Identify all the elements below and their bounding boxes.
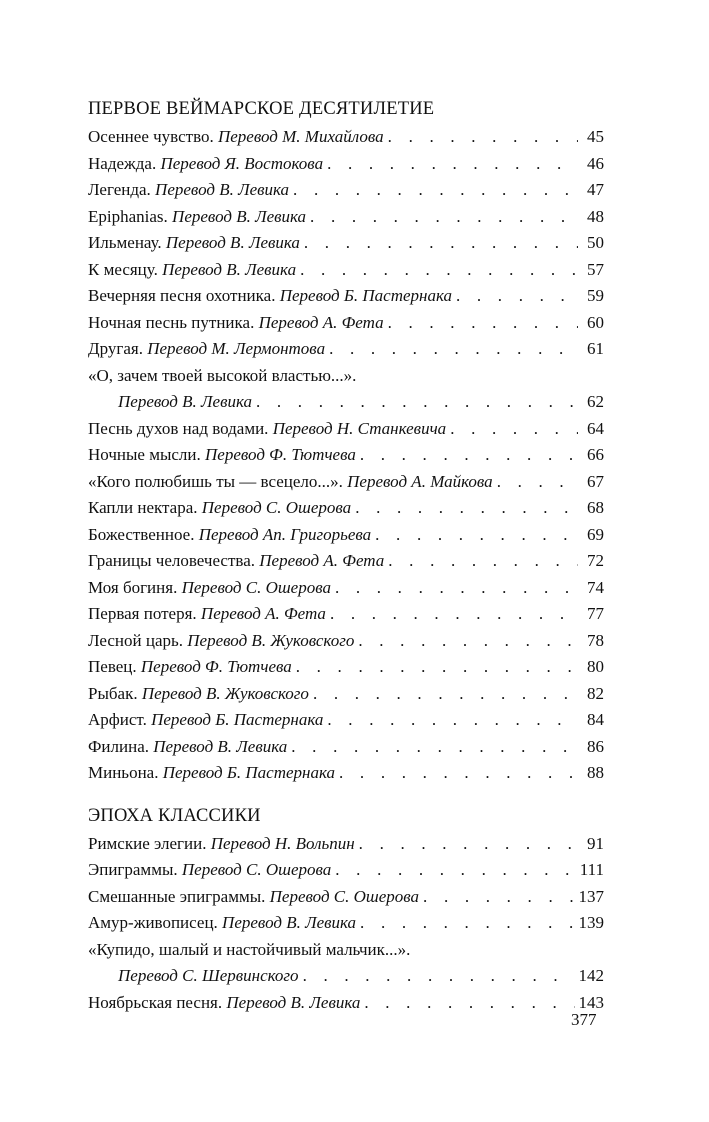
toc-entry: Песнь духов над водами. Перевод Н. Станкевича . . . 64 [88, 416, 604, 443]
page-number: 377 [571, 1010, 597, 1029]
toc-entry: Легенда. Перевод В. Левика . . . 47 [88, 177, 604, 204]
toc-entry: Ноябрьская песня. Перевод В. Левика . . . 143 [88, 990, 604, 1017]
toc-entry: Моя богиня. Перевод С. Ошерова . . . 74 [88, 575, 604, 602]
toc-entry: Эпиграммы. Перевод С. Ошерова . . . 111 [88, 857, 604, 884]
toc-entry: Смешанные эпиграммы. Перевод С. Ошерова . . . 137 [88, 884, 604, 911]
page-ref: 59 [587, 286, 604, 305]
page-ref: 91 [587, 833, 604, 853]
page-ref: 45 [587, 127, 604, 146]
toc-entry: Вечерняя песня охотника. Перевод Б. Пастернака . . . 59 [88, 283, 604, 310]
page-ref: 137 [578, 886, 604, 906]
toc-entry: Амур-живописец. Перевод В. Левика . . . 139 [88, 910, 604, 937]
page-ref: 88 [587, 763, 604, 782]
page-ref: 60 [587, 312, 604, 332]
page-ref: 72 [587, 551, 604, 570]
toc-entry: Божественное. Перевод Ап. Григорьева . . . 69 [88, 522, 604, 549]
page-ref: 67 [587, 471, 604, 491]
page-ref: 47 [587, 180, 604, 199]
page-ref: 69 [587, 524, 604, 544]
toc-entry: К месяцу. Перевод В. Левика . . . 57 [88, 257, 604, 284]
toc-entry: Арфист. Перевод Б. Пастернака . . . 84 [88, 707, 604, 734]
page-ref: 77 [587, 604, 604, 623]
page-ref: 111 [579, 860, 604, 879]
toc-entry: Другая. Перевод М. Лермонтова . . . 61 [88, 336, 604, 363]
page-ref: 48 [587, 206, 604, 226]
toc-entry: «О, зачем твоей высокой властью...». Перевод В. Левика . . . 62 [88, 363, 604, 416]
toc-entry: Лесной царь. Перевод В. Жуковского . . . 78 [88, 628, 604, 655]
toc-entry: Капли нектара. Перевод С. Ошерова . . . 68 [88, 495, 604, 522]
page-ref: 68 [587, 498, 604, 517]
page-ref: 62 [587, 392, 604, 411]
section-title: ЭПОХА КЛАССИКИ [88, 805, 261, 826]
toc-entry: Границы человечества. Перевод А. Фета . . . 72 [88, 548, 604, 575]
page-ref: 74 [587, 577, 604, 597]
toc-entry: Осеннее чувство. Перевод М. Михайлова . . . 45 [88, 124, 604, 151]
section-title: ПЕРВОЕ ВЕЙМАРСКОЕ ДЕСЯТИЛЕТИЕ [88, 99, 435, 119]
toc-entry: Римские элегии. Перевод Н. Вольпин . . . 91 [88, 831, 604, 858]
toc-entry: Рыбак. Перевод В. Жуковского . . . 82 [88, 681, 604, 708]
page-ref: 66 [587, 445, 604, 464]
page-ref: 57 [587, 259, 604, 279]
page-ref: 64 [587, 418, 604, 438]
page-ref: 78 [587, 630, 604, 650]
toc-entry: Ночная песнь путника. Перевод А. Фета . . . 60 [88, 310, 604, 337]
toc-entry: Надежда. Перевод Я. Востокова . . . 46 [88, 151, 604, 178]
toc-entry: Филина. Перевод В. Левика . . . 86 [88, 734, 604, 761]
page-ref: 50 [587, 233, 604, 252]
page-ref: 61 [587, 339, 604, 358]
page-ref: 82 [587, 683, 604, 703]
toc-entry: Миньона. Перевод Б. Пастернака . . . 88 [88, 760, 604, 787]
toc-entry: «Кого полюбишь ты — всецело...». Перевод А. Майкова . . . 67 [88, 469, 604, 496]
page-ref: 86 [587, 736, 604, 756]
toc-entry: «Купидо, шалый и настойчивый мальчик...». Перевод С. Шервинского . . . 142 [88, 937, 604, 990]
page-ref: 142 [578, 966, 604, 985]
table-of-contents [88, 96, 604, 1016]
toc-entry: Певец. Перевод Ф. Тютчева . . . 80 [88, 654, 604, 681]
page-ref: 139 [578, 913, 604, 932]
toc-entry: Epiphanias. Перевод В. Левика . . . 48 [88, 204, 604, 231]
page-ref: 143 [578, 992, 604, 1012]
toc-entry: Первая потеря. Перевод А. Фета . . . 77 [88, 601, 604, 628]
toc-entry: Ильменау. Перевод В. Левика . . . 50 [88, 230, 604, 257]
toc-entry: Ночные мысли. Перевод Ф. Тютчева . . . 66 [88, 442, 604, 469]
page-ref: 80 [587, 657, 604, 676]
page-ref: 84 [587, 710, 604, 729]
page-ref: 46 [587, 153, 604, 173]
